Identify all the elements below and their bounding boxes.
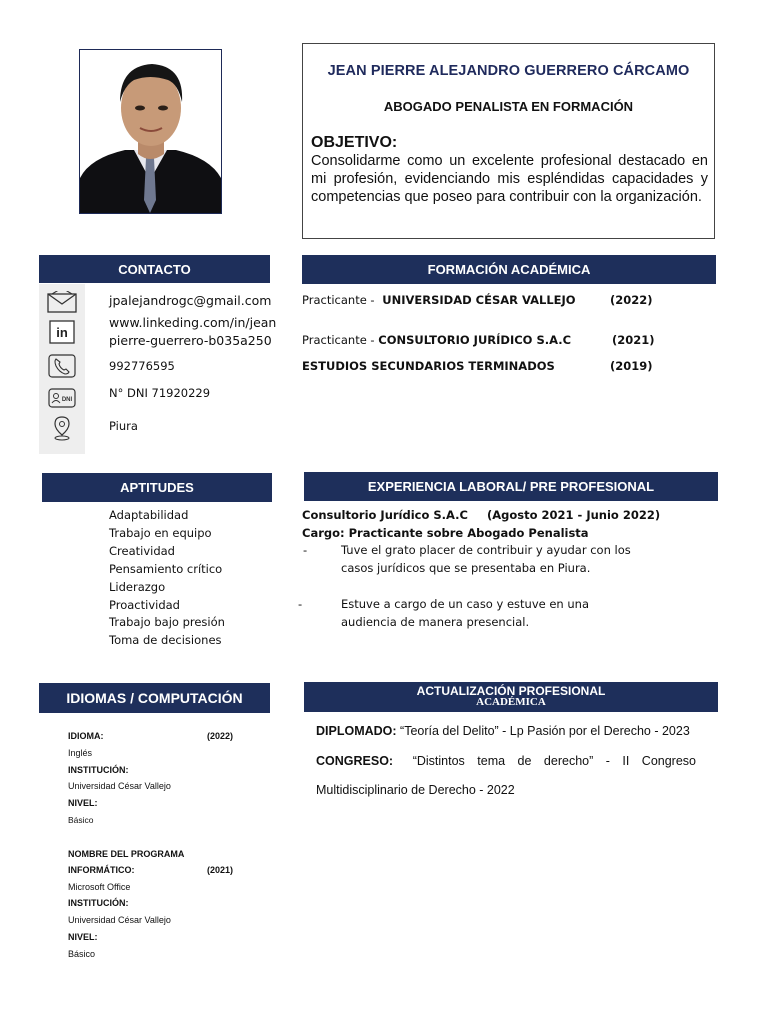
contact-email[interactable]: jpalejandrogc@gmail.com <box>109 293 272 308</box>
experience-item1-line1: Tuve el grato placer de contribuir y ayudar con los <box>341 543 631 557</box>
candidate-role: ABOGADO PENALISTA EN FORMACIÓN <box>383 99 634 114</box>
experience-company: Consultorio Jurídico S.A.C <box>302 508 468 522</box>
level-label: NIVEL: <box>68 798 98 808</box>
mail-icon <box>46 288 78 316</box>
section-education: FORMACIÓN ACADÉMICA <box>302 255 716 284</box>
skill-item: Proactividad <box>109 598 180 612</box>
linkedin-icon <box>46 318 78 346</box>
candidate-name: JEAN PIERRE ALEJANDRO GUERRERO CÁRCAMO <box>327 63 690 79</box>
experience-item1-line2: casos jurídicos que se presentaba en Piura. <box>341 561 591 575</box>
id-card-icon <box>46 384 78 412</box>
section-updates <box>304 682 718 712</box>
language-value: Inglés <box>68 748 93 758</box>
section-experience: EXPERIENCIA LABORAL/ PRE PROFESIONAL <box>304 472 718 501</box>
section-contact: CONTACTO <box>39 255 270 283</box>
institution-value: Universidad César Vallejo <box>68 915 171 925</box>
experience-period: (Agosto 2021 - Junio 2022) <box>487 508 661 522</box>
program-label: NOMBRE DEL PROGRAMA <box>68 849 185 859</box>
profile-photo <box>79 49 222 214</box>
header-box <box>302 43 715 239</box>
education-item-2 <box>302 333 571 347</box>
education-year: (2022) <box>610 293 653 307</box>
experience-item2-line2: audiencia de manera presencial. <box>341 615 530 629</box>
experience-bullet: - <box>303 543 308 557</box>
institution-label: INSTITUCIÓN: <box>68 765 129 775</box>
education-item-3: ESTUDIOS SECUNDARIOS TERMINADOS <box>302 359 555 373</box>
update-diploma <box>316 724 690 738</box>
education-year: (2019) <box>610 359 653 373</box>
program-year: (2021) <box>207 865 234 875</box>
education-prefix: Practicante - <box>302 293 379 307</box>
education-prefix: Practicante - <box>302 333 379 347</box>
level-value: Básico <box>68 949 96 959</box>
skill-item: Adaptabilidad <box>109 508 189 522</box>
education-year: (2021) <box>612 333 655 347</box>
contact-dni: N° DNI 71920229 <box>109 386 211 400</box>
skill-item: Liderazgo <box>109 580 166 594</box>
experience-bullet: - <box>298 597 303 611</box>
congress-text: “Distintos tema de derecho” - II Congreso <box>412 754 696 768</box>
skill-item: Toma de decisiones <box>109 633 222 647</box>
congress-text-line2: Multidisciplinario de Derecho - 2022 <box>316 783 515 797</box>
experience-item2-line1: Estuve a cargo de un caso y estuve en una <box>341 597 590 611</box>
language-label: IDIOMA: <box>68 731 104 741</box>
section-updates-line2: ACADÉMICA <box>476 696 546 708</box>
level-value: Básico <box>68 815 94 825</box>
diploma-text: “Teoría del Delito” - Lp Pasión por el Derecho - 2023 <box>396 724 690 738</box>
education-institution: UNIVERSIDAD CÉSAR VALLEJO <box>382 293 576 307</box>
skill-item: Pensamiento crítico <box>109 562 223 576</box>
skill-item: Creatividad <box>109 544 175 558</box>
institution-value: Universidad César Vallejo <box>68 781 171 791</box>
education-item-1 <box>302 293 576 307</box>
congress-label: CONGRESO: <box>316 754 394 768</box>
institution-label: INSTITUCIÓN: <box>68 898 129 908</box>
skill-item: Trabajo en equipo <box>109 526 212 540</box>
contact-city: Piura <box>109 419 138 433</box>
experience-position: Cargo: Practicante sobre Abogado Penalista <box>302 526 589 540</box>
level-label: NIVEL: <box>68 932 98 942</box>
id-card-icon-text: DNI <box>61 397 73 403</box>
language-year: (2022) <box>207 731 234 741</box>
objective-title: OBJETIVO: <box>311 134 398 151</box>
objective-text: Consolidarme como un excelente profesional destacado en mi profesión, evidenciando mis espléndidas capacidades y competencias que poseo para contribuir con la organización. <box>311 153 708 205</box>
skill-item: Trabajo bajo presión <box>109 615 225 629</box>
program-value: Microsoft Office <box>68 882 131 892</box>
section-skills: APTITUDES <box>42 473 272 502</box>
contact-phone: 992776595 <box>109 359 175 373</box>
section-updates-line1: ACTUALIZACIÓN PROFESIONAL <box>416 684 606 698</box>
section-languages: IDIOMAS / COMPUTACIÓN <box>39 683 270 713</box>
location-pin-icon <box>46 414 78 442</box>
program-label-2: INFORMÁTICO: <box>68 865 135 875</box>
person-portrait-icon <box>80 50 221 213</box>
update-congress <box>316 754 696 768</box>
contact-linkedin-line1[interactable]: www.linkeding.com/in/jean <box>109 315 277 330</box>
diploma-label: DIPLOMADO: <box>316 724 397 738</box>
contact-linkedin-line2[interactable]: pierre-guerrero-b035a250 <box>109 333 272 348</box>
phone-icon <box>46 352 78 380</box>
education-institution: CONSULTORIO JURÍDICO S.A.C <box>378 333 572 347</box>
linkedin-icon-text: in <box>56 325 68 340</box>
contact-icon-column <box>39 284 85 454</box>
